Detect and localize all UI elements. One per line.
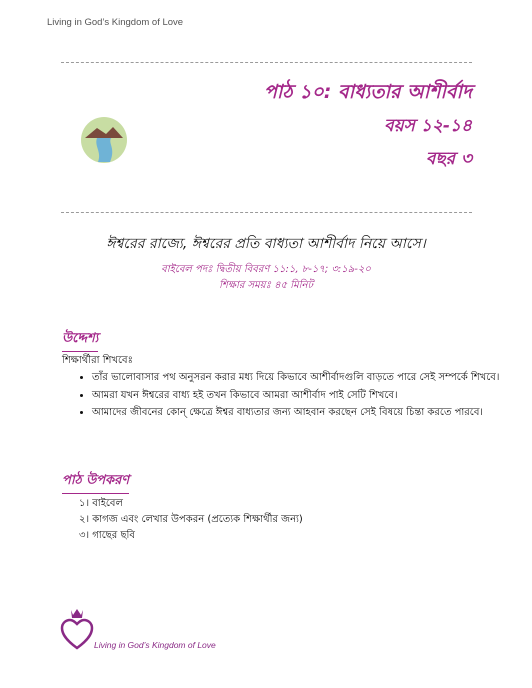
lesson-duration: শিক্ষার সময়ঃ ৪৫ মিনিট	[219, 280, 313, 291]
material-item: ২। কাগজ এবং লেখার উপকরন (প্রত্যেক শিক্ষার্থীর জন্য)	[79, 514, 303, 525]
objective-item: • তাঁর ভালোবাসার পথ অনুসরন করার মধ্য দিয়ে কিভাবে আশীর্বাদগুলি বাড়তে পারে সেই সম্পর্কে শিখবে।	[92, 370, 502, 386]
objectives-list	[62, 370, 502, 423]
objectives-heading: উদ্দেশ্য	[62, 329, 98, 352]
lesson-theme: ঈশ্বরের রাজ্যে, ঈশ্বরের প্রতি বাধ্যতা আশীর্বাদ নিয়ে আসে।	[106, 236, 426, 252]
bible-reference: বাইবেল পদঃ দ্বিতীয় বিবরণ ১১:১, ৮-১৭; ৩:১৯-২০	[161, 264, 371, 275]
material-item: ৩। গাছের ছবি	[79, 530, 135, 541]
lesson-title: পাঠ ১০: বাধ্যতার আশীর্বাদ	[263, 81, 472, 103]
middle-divider	[61, 212, 472, 213]
footer-text: Living in God’s Kingdom of Love	[94, 640, 216, 650]
page-header: Living in God’s Kingdom of Love	[47, 17, 184, 28]
objective-item: • আমরা যখন ঈশ্বরের বাধ্য হই তখন কিভাবে আমরা আশীর্বাদ পাই সেটি শিখবে।	[92, 388, 502, 404]
top-divider	[61, 62, 472, 63]
lesson-logo-icon	[80, 116, 128, 164]
lesson-age: বয়স ১২-১৪	[384, 115, 472, 136]
material-item: ১। বাইবেল	[79, 498, 123, 509]
objectives-intro: শিক্ষার্থীরা শিখবেঃ	[62, 355, 133, 366]
lesson-title-block	[264, 82, 472, 168]
materials-heading: পাঠ উপকরণ	[62, 471, 129, 494]
objective-item: • আমাদের জীবনের কোন্‌ ক্ষেত্রে ঈশ্বর বাধ্যতার জন্য আহবান করছেন সেই বিষয়ে চিন্তা করতে পারবে।	[92, 405, 502, 421]
crown-heart-icon	[60, 606, 94, 652]
lesson-year: বছর ৩	[425, 148, 472, 169]
